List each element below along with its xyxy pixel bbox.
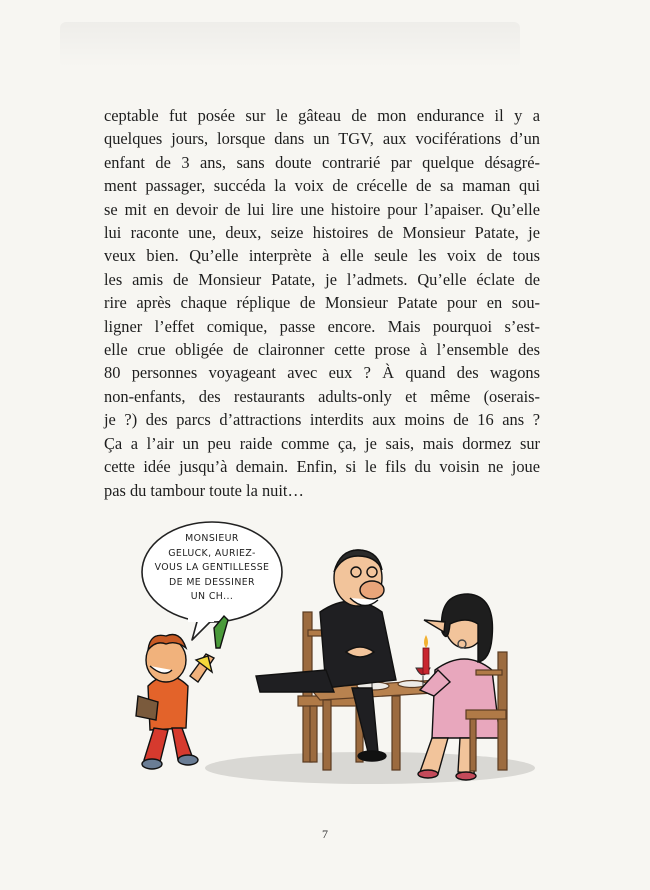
text-line: non-enfants, des restaurants adults-only et même (oserais- (104, 386, 540, 406)
text-line: ment passager, succéda la voix de crécelle de sa maman qui (104, 176, 540, 196)
speech-line: DE ME DESSINER (169, 576, 255, 588)
text-line: pas du tambour toute la nuit… (104, 480, 304, 500)
text-line: veux bien. Qu’elle interprète à elle seule les voix de tous (104, 246, 540, 266)
speech-line: VOUS LA GENTILLESSE (154, 562, 270, 574)
text-line: cette idée jusqu’à demain. Enfin, si le fils du voisin ne joue (104, 457, 540, 477)
candle (423, 635, 429, 674)
show-through-print (60, 22, 520, 68)
text-line: elle crue obligée de claironner cette prose à l’ensemble des (104, 340, 540, 360)
text-line: se mit en devoir de lui lire une histoire pour l’apaiser. Qu’elle (104, 199, 540, 219)
speech-line: UN CH... (190, 591, 234, 603)
speech-line: MONSIEUR (185, 533, 239, 544)
text-line: lui raconte une, deux, seize histoires de Monsieur Patate, je (104, 223, 540, 243)
text-line: ceptable fut posée sur le gâteau de mon endurance il y a (104, 106, 540, 125)
speech-line: GELUCK, AURIEZ- (168, 547, 256, 559)
text-line: ligner l’effet comique, passe encore. Mais pourquoi s’est- (104, 316, 540, 336)
page-number: 7 (322, 827, 328, 841)
speech-bubble-text (152, 532, 272, 605)
text-line: je ?) des parcs d’attractions interdits aux moins de 16 ans ? (104, 410, 540, 430)
text-line: Ça a l’air un peu raide comme ça, je sais, mais dormez sur (104, 433, 540, 453)
text-line: quelques jours, lorsque dans un TGV, aux vociférations d’un (104, 129, 540, 149)
text-line: les amis de Monsieur Patate, je l’admets. Qu’elle éclate de (104, 269, 540, 289)
text-line: rire après chaque réplique de Monsieur Patate pour en sou- (104, 293, 540, 313)
text-line: enfant de 3 ans, sans doute contrarié par quelque désagré- (104, 152, 540, 172)
woman-character (418, 594, 500, 780)
text-line: 80 personnes voyageant avec eux ? À quand des wagons (104, 363, 540, 383)
kid-character (136, 616, 228, 769)
body-paragraph (104, 104, 540, 502)
